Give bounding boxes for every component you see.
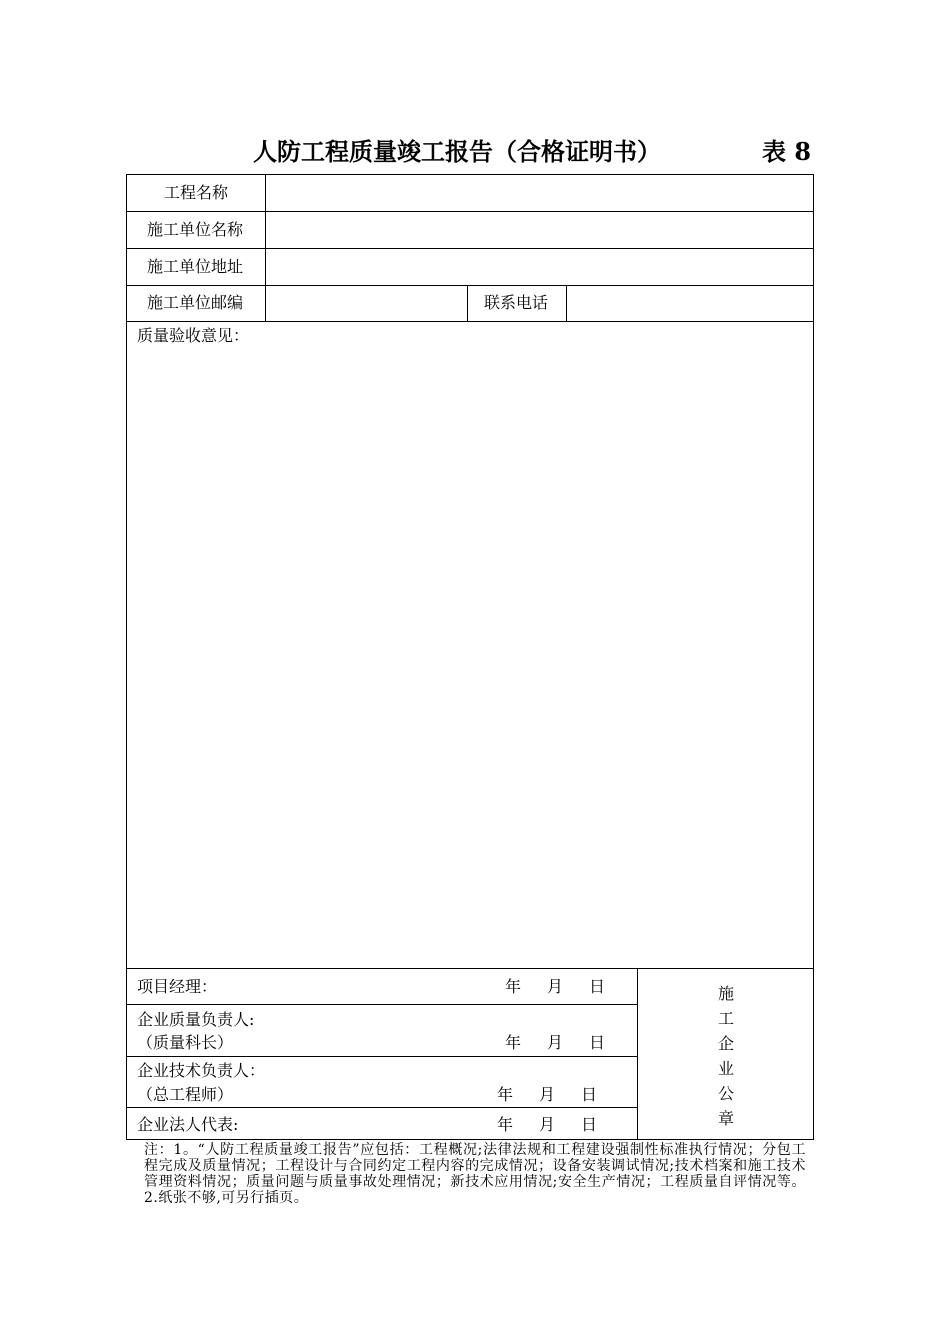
month-label: 月 <box>539 1115 556 1134</box>
quality-opinion-area[interactable] <box>127 347 813 967</box>
project-name-field[interactable] <box>266 175 813 211</box>
row-divider <box>127 321 813 322</box>
project-manager-date <box>505 977 605 997</box>
contractor-postcode-field[interactable] <box>266 286 467 321</box>
column-divider <box>467 285 468 321</box>
contact-phone-label: 联系电话 <box>484 293 549 312</box>
day-label: 日 <box>581 1085 598 1104</box>
month-label: 月 <box>547 1033 564 1052</box>
contractor-postcode-label: 施工单位邮编 <box>147 293 244 312</box>
contractor-address-label: 施工单位地址 <box>147 257 244 276</box>
legal-rep-label: 企业法人代表: <box>137 1115 239 1134</box>
seal-char: 业 <box>717 1059 734 1078</box>
day-label: 日 <box>589 977 606 996</box>
legal-rep-date <box>497 1115 597 1135</box>
seal-char: 施 <box>717 984 734 1003</box>
tech-head-label: 企业技术负责人： <box>137 1061 266 1080</box>
seal-char: 工 <box>717 1009 734 1028</box>
seal-char: 章 <box>717 1109 734 1128</box>
quality-head-label: 企业质量负责人: <box>137 1010 255 1029</box>
quality-opinion-label: 质量验收意见： <box>137 326 250 345</box>
tech-head-title: （总工程师） <box>137 1085 234 1104</box>
row-divider <box>127 1004 637 1005</box>
year-label: 年 <box>497 1115 514 1134</box>
row-divider <box>127 1107 637 1108</box>
row-divider <box>127 1056 637 1057</box>
table-number: 表 8 <box>762 137 812 166</box>
year-label: 年 <box>505 1033 522 1052</box>
quality-head-date <box>505 1033 605 1053</box>
seal-char: 企 <box>717 1034 734 1053</box>
project-manager-label: 项目经理： <box>137 977 218 996</box>
contractor-name-field[interactable] <box>266 212 813 248</box>
footnote: 注：1。“人防工程质量竣工报告”应包括：工程概况;法律法规和工程建设强制性标准执行情况；分包工程完成及质量情况；工程设计与合同约定工程内容的完成情况；设备安装调试情况;技术档案和施工技术管理资料情况；质量问题与质量事故处理情况；新技术应用情况;安全生产情况；工程质量自评情况等。2.纸张不够,可另行插页。 <box>144 1142 806 1206</box>
row-divider <box>127 968 813 969</box>
project-name-label: 工程名称 <box>164 183 229 202</box>
quality-head-title: （质量科长） <box>137 1033 234 1052</box>
company-seal-area <box>639 981 813 1131</box>
tech-head-date <box>497 1085 597 1105</box>
day-label: 日 <box>581 1115 598 1134</box>
contractor-address-field[interactable] <box>266 249 813 285</box>
day-label: 日 <box>589 1033 606 1052</box>
year-label: 年 <box>497 1085 514 1104</box>
contact-phone-field[interactable] <box>567 286 813 321</box>
year-label: 年 <box>505 977 522 996</box>
column-divider <box>637 968 638 1139</box>
seal-char: 公 <box>717 1084 734 1103</box>
report-form <box>126 174 814 1140</box>
page-title: 人防工程质量竣工报告（合格证明书） <box>253 137 661 166</box>
month-label: 月 <box>539 1085 556 1104</box>
contractor-name-label: 施工单位名称 <box>147 220 244 239</box>
month-label: 月 <box>547 977 564 996</box>
